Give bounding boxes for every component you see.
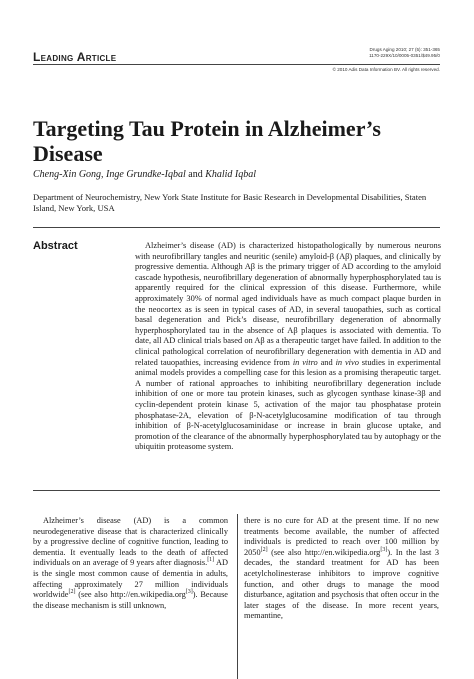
abstract-heading: Abstract <box>33 240 78 252</box>
abstract-paragraph <box>135 241 441 453</box>
abstract-in-vivo: in vivo <box>335 357 359 367</box>
authors-and: and <box>185 169 206 180</box>
body-left-text-4: ). Because the disease mechanism is still unknown, <box>33 590 228 610</box>
journal-citation <box>369 47 440 59</box>
body-left-text-3: (see also http://en.wikipedia.org <box>75 590 186 600</box>
affiliation: Department of Neurochemistry, New York State Institute for Basic Research in Developmental Disabilities, Staten Island, New York, USA <box>33 192 427 213</box>
copyright-notice: © 2010 Adis Data Information BV. All rights reserved. <box>332 67 440 72</box>
journal-line: Drugs Aging 2010; 27 (5): 351-365 <box>369 47 440 52</box>
authors-part-2: Khalid Iqbal <box>205 169 257 180</box>
body-right-text-1: there is no cure for AD at the present time. If no new treatments become available, the number of affected individuals is predicted to reach over 100 million by 2050 <box>244 516 439 557</box>
abstract-body <box>135 241 441 453</box>
body-column-right <box>244 516 439 622</box>
body-paragraph-left <box>33 516 228 611</box>
authors-part-1: Cheng-Xin Gong, Inge Grundke-Iqbal <box>33 169 186 180</box>
section-label: Leading Article <box>33 50 117 64</box>
body-left-text-2: AD is the single most common cause of dementia in adults, affecting approximately 27 million individuals worldwide <box>33 558 228 600</box>
body-right-text-2: (see also http://en.wikipedia.org <box>267 547 381 557</box>
body-left-text-1: Alzheimer’s disease (AD) is a common neurodegenerative disease that is characterized clinically by a progressive decline of cognitive function, leading to dementia. It eventually leads to the death of affected individuals on an average of 9 years after diagnosis. <box>33 516 228 568</box>
abstract-in-vitro: in vitro <box>292 357 318 367</box>
author-list <box>33 169 256 180</box>
reference-5: [3] <box>380 547 388 554</box>
affiliation-rule <box>33 227 440 228</box>
article-title: Targeting Tau Protein in Alzheimer’s Disease <box>33 116 381 166</box>
body-right-text-3: ). In the last 3 decades, the standard treatment for AD has been acetylcholinesterase inhibitors to improve cognitive function, and other drugs to manage the mood disturbance, agitation and psychosis that often occur in the later stages of the disease. In more recent years, memantine, <box>244 547 439 621</box>
reference-1: [1] <box>207 557 215 564</box>
body-paragraph-right <box>244 516 439 622</box>
reference-3: [3] <box>185 589 193 596</box>
column-divider <box>237 514 238 679</box>
abstract-text-2: studies in experimental animal models provides a compelling case for this lesion as a promising therapeutic target. A number of rational approaches to inhibiting neurofibrillary degeneration include inhibition of one or more tau protein kinases, such as glycogen synthase kinase-3β and cyclin-dependent protein kinase 5, activation of the major tau phosphatase protein phosphatase-2A, elevation of β-N-acetylglucosamine modification of tau through inhibition of β-N-acetylglucosaminidase or increase in brain glucose uptake, and promotion of the clearance of the abnormally hyperphosphorylated tau by autophagy or the ubiquitin proteasome system. <box>135 357 442 452</box>
reference-2: [2] <box>68 589 76 596</box>
body-column-left <box>33 516 228 611</box>
reference-4: [2] <box>260 547 268 554</box>
abstract-and: and <box>317 357 336 367</box>
journal-code: 1170-229X/10/0005-0351/$49.95/0 <box>369 53 440 58</box>
abstract-rule <box>33 490 440 491</box>
abstract-text-1: Alzheimer’s disease (AD) is characterized histopathologically by numerous neurons with neurofibrillary tangles and neuritic (senile) amyloid-β (Aβ) plaques, and clinically by progressive dementia. Although Aβ is the primary trigger of AD according to the amyloid cascade hypothesis, neurofibrillary degeneration of abnormally hyperphosphorylated tau is apparently required for the clinical expression of this disease. Furthermore, while approximately 30% of normal aged individuals have as much compact plaque burden in the neocortex as is seen in typical cases of AD, in several tauopathies, such as cortical basal degeneration and Pick’s disease, neurofibrillary degeneration of abnormally hyperphosphorylated tau in the absence of Aβ plaques is associated with dementia. To date, all AD clinical trials based on Aβ as a therapeutic target have failed. In addition to the clinical pathological correlation of neurofibrillary degeneration with dementia in AD and related tauopathies, increasing evidence from <box>135 241 441 367</box>
header-rule <box>33 64 440 65</box>
